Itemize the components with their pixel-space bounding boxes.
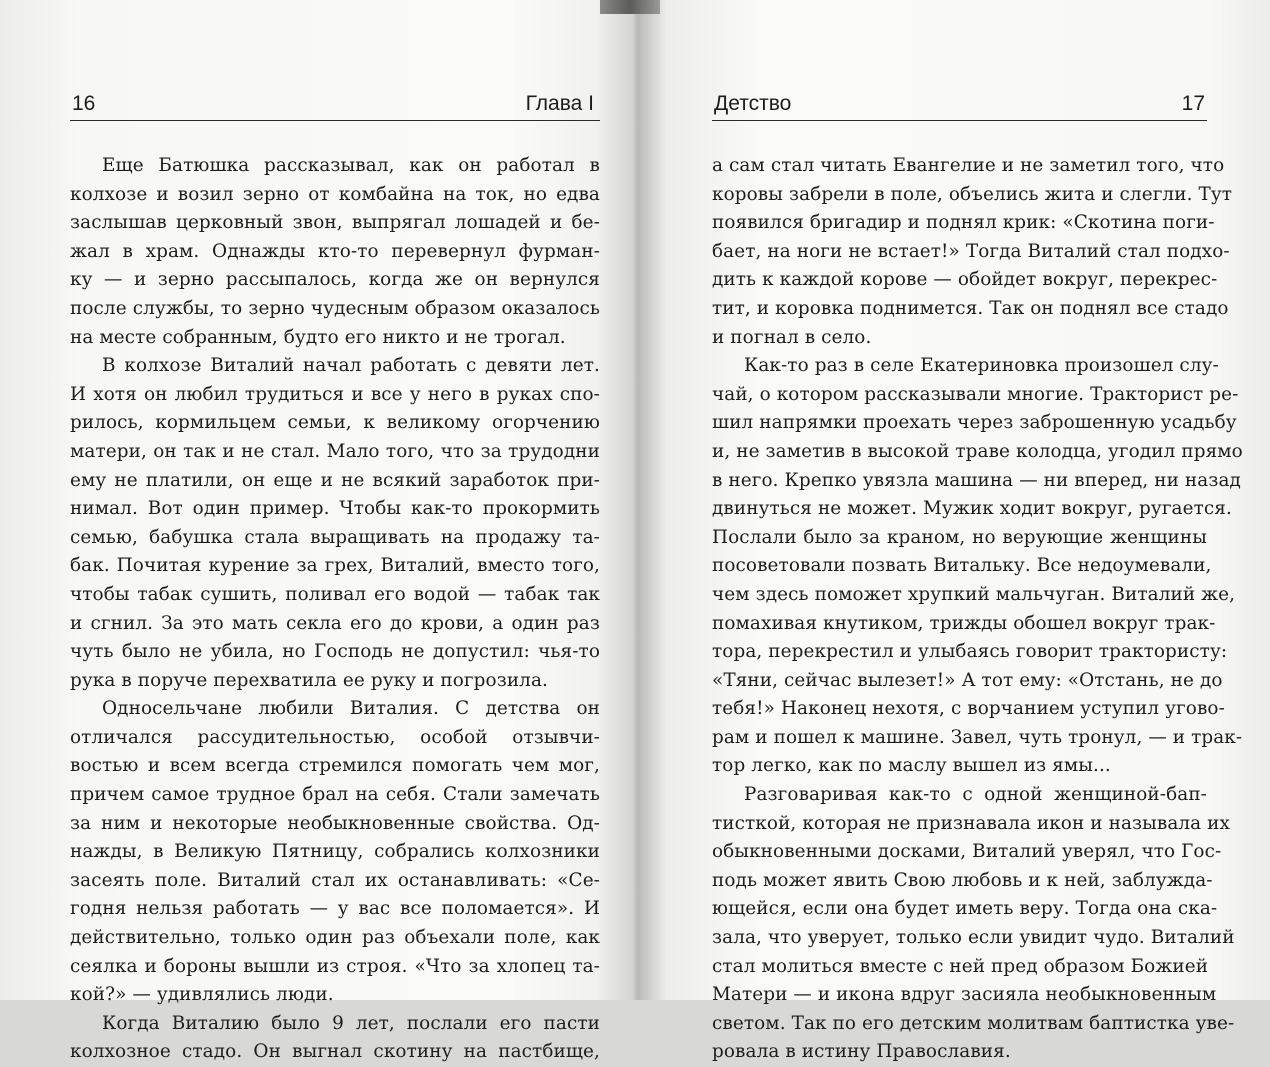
left-running-head [70,92,600,121]
left-running-title: Глава I [525,92,594,115]
text-line: ровала в истину Православия. [712,1041,1011,1063]
text-line: появился бригадир и поднял крик: «Скотина поги- [712,212,1215,234]
text-line: бак. Почитая курение за грех, Виталий, вместо того, [70,555,600,577]
text-line: чтобы табак сушить, поливал его водой — табак так [70,583,600,605]
text-line: жал в храм. Однажды кто-то перевернул фурман- [70,240,600,262]
text-line: нажды, в Великую Пятницу, собрались колхозники [70,841,600,863]
text-line: засеять поле. Виталий стал их останавливать: «Се- [70,869,600,891]
text-line: двинуться не может. Мужик ходит вокруг, ругается. [712,498,1232,520]
text-line: чай, о котором рассказывали многие. Тракторист ре- [712,383,1239,405]
text-line: отличался рассудительностью, особой отзывчи- [70,726,600,748]
book-top-edge [600,0,660,14]
right-running-head [712,92,1207,121]
text-line: И хотя он любил трудиться и все у него в руках спо- [70,383,600,405]
text-line: Еще Батюшка рассказывал, как он работал в [102,155,600,176]
text-line: шил напрямки проехать через заброшенную усадьбу [712,412,1237,434]
right-body-text [712,152,1243,1067]
left-page-number: 16 [72,92,96,115]
text-line: рам и пошел к машине. Завел, чуть тронул, — и трак- [712,726,1243,748]
text-line: дить к каждой корове — обойдет вокруг, перекрес- [712,269,1218,291]
text-line: коровы забрели в поле, объелись жита и слегли. Тут [712,183,1233,205]
text-line: рилось, кормильцем семьи, к великому огорчению [70,412,600,434]
text-line: а сам стал читать Евангелие и не заметил того, что [712,155,1225,176]
text-line: посоветовали позвать Витальку. Все недоумевали, [712,555,1212,577]
text-line: причем самое трудное брал на себя. Стали замечать [70,784,600,806]
text-line: заслышав церковный звон, выпрягал лошадей и бе- [70,212,600,234]
text-line: чем здесь поможет хрупкий мальчуган. Виталий же, [712,583,1236,605]
text-line: и сгнил. За это мать секла его до крови, а один раз [70,612,600,634]
text-line: Односельчане любили Виталия. С детства он [102,698,600,720]
text-line: бает, на ноги не встает!» Тогда Виталий стал подхо- [712,240,1230,262]
text-line: востью и всем всегда стремился помогать чем мог, [70,755,600,777]
text-line: тит, и коровка поднимется. Так он поднял все стадо [712,297,1229,319]
text-line: матери, он так и не стал. Мало того, что за трудодни [70,440,600,462]
text-line: подь может явить Свою любовь и к ней, заблужда- [712,869,1213,891]
text-line: рука в поруче перехватила ее руку и погрозила. [70,669,548,691]
text-line: обыкновенными досками, Виталий уверял, что Гос- [712,841,1222,863]
text-line: годня нельзя работать — у вас все поломается». И [70,898,600,920]
text-line: за ним и некоторые необыкновенные свойства. Од- [70,812,600,834]
right-running-title: Детство [714,92,792,115]
text-line: действительно, только один раз объехали поле, как [70,927,600,949]
text-line: В колхозе Виталий начал работать с девяти лет. [102,355,600,377]
text-line: ему не платили, он еще и не всякий заработок при- [70,469,600,491]
text-line: колхозное стадо. Он выгнал скотину на пастбище, [70,1041,600,1063]
text-line: Как-то раз в селе Екатериновка произошел слу- [744,355,1219,377]
text-line: тебя!» Наконец нехотя, с ворчанием уступил угово- [712,698,1225,720]
right-page [712,0,1243,1063]
text-line: тора, перекрестил и улыбаясь говорит трактористу: [712,641,1228,663]
text-line: и, не заметив в высокой траве колодца, угодил прямо [712,440,1243,462]
text-line: Матери — и икона вдруг засияла необыкновенным [712,984,1217,1006]
text-line: ку — и зерно рассыпалось, когда же он вернулся [70,269,600,291]
text-line: зала, что уверует, только если увидит чудо. Виталий [712,927,1235,949]
text-line: Послали было за краном, но верующие женщины [712,526,1207,548]
text-line: чуть было не убила, но Господь не допустил: чья-то [70,641,600,663]
text-line: кой?» — удивлялись люди. [70,984,334,1006]
text-line: в него. Крепко увязла машина — ни вперед, ни назад [712,469,1241,491]
text-line: Разговаривая как-то с одной женщиной-бап- [744,784,1207,806]
text-line: светом. Так по его детским молитвам баптистка уве- [712,1012,1235,1034]
text-line: стал молиться вместе с ней пред образом Божией [712,955,1209,977]
text-line: нимал. Вот один пример. Чтобы как-то прокормить [70,498,600,520]
text-line: Когда Виталию было 9 лет, послали его пасти [102,1012,600,1034]
text-line: тисткой, которая не признавала икон и называла их [712,812,1231,834]
text-line: колхозе и возил зерно от комбайна на ток, но едва [70,183,600,205]
text-line: тор легко, как по маслу вышел из ямы... [712,755,1111,777]
text-line: на месте собранным, будто его никто и не трогал. [70,326,566,348]
text-line: «Тяни, сейчас вылезет!» А тот ему: «Отстань, не до [712,669,1223,691]
left-page [70,0,600,1063]
text-line: семью, бабушка стала выращивать на продажу та- [70,526,600,548]
left-body-text [70,152,600,1067]
text-line: ющейся, если она будет иметь веру. Тогда она ска- [712,898,1218,920]
text-line: помахивая кнутиком, трижды обошел вокруг трак- [712,612,1216,634]
right-page-number: 17 [1181,92,1205,115]
text-line: сеялка и бороны вышли из строя. «Что за хлопец та- [70,955,600,977]
text-line: и погнал в село. [712,326,872,348]
text-line: после службы, то зерно чудесным образом оказалось [70,297,600,319]
